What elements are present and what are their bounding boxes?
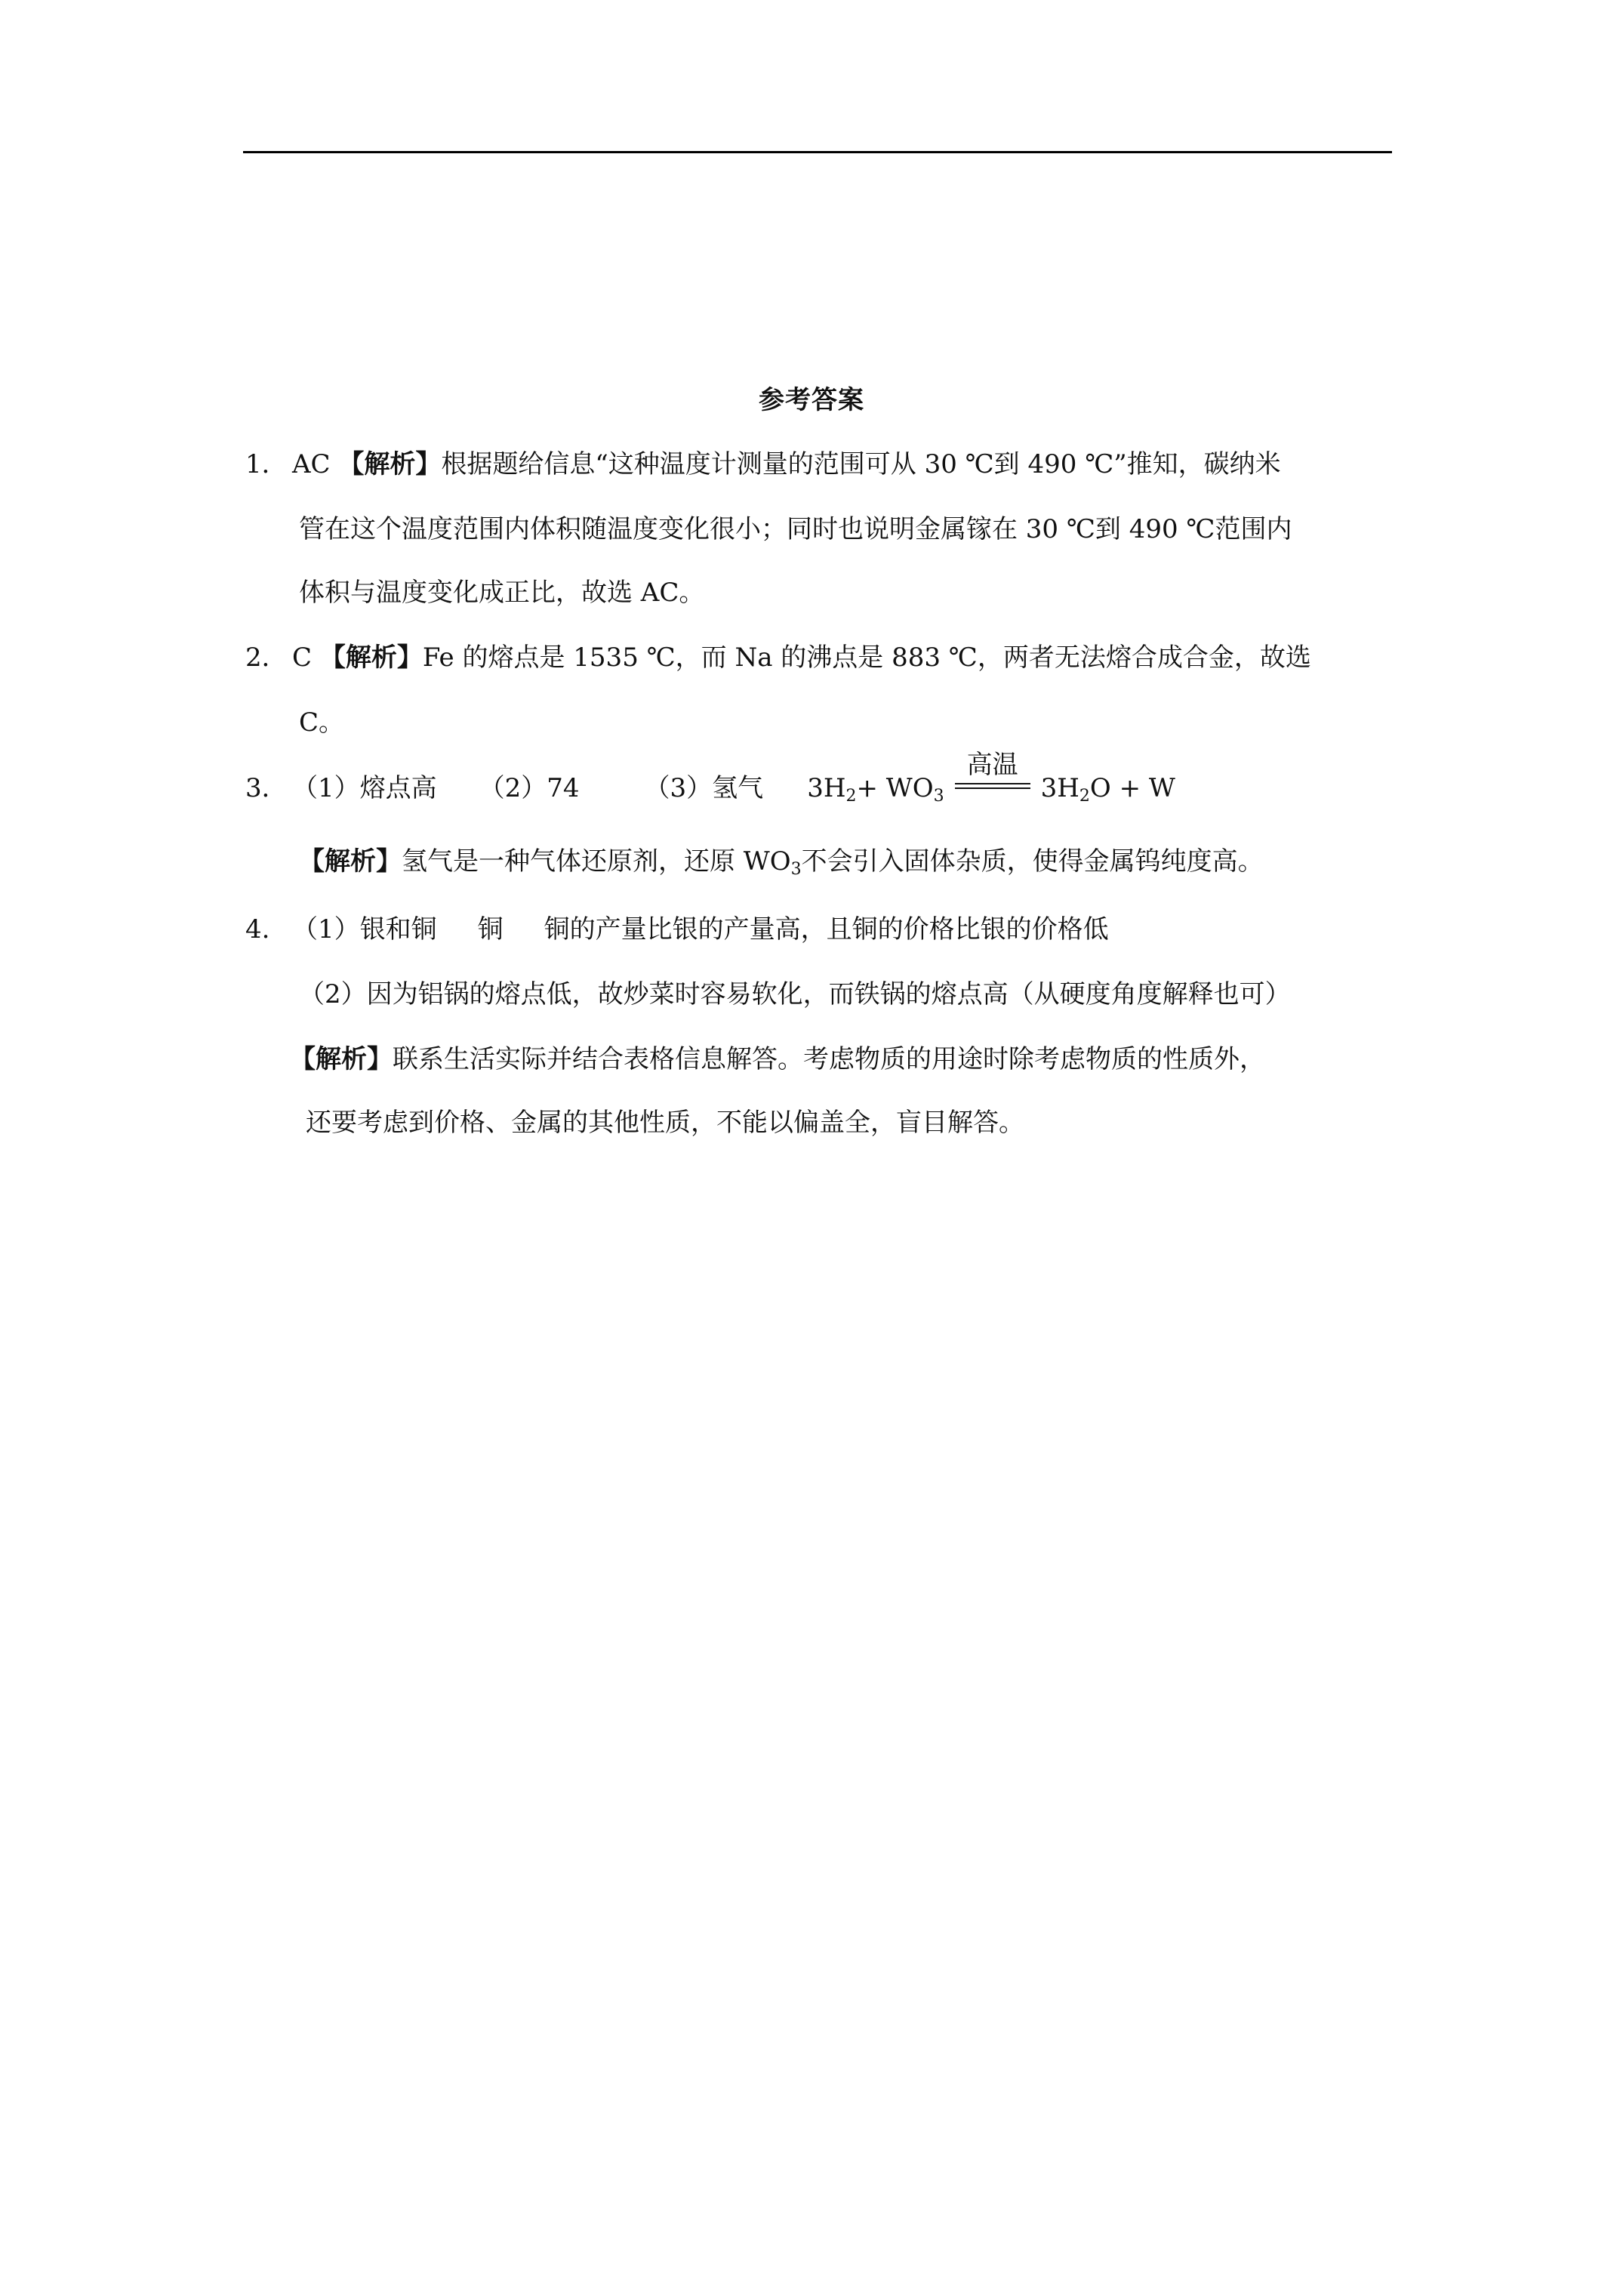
answer-1-line-3: 体积与温度变化成正比，故选 AC。 — [299, 578, 705, 608]
answer-2-text-1: Fe 的熔点是 1535 ℃，而 Na 的沸点是 883 ℃，两者无法熔合成合金，故选 — [422, 643, 1311, 673]
chemical-equation: $3H_2+ WO_3$ 高温 $3H_2O + W$ — [807, 750, 1175, 806]
reaction-condition — [955, 750, 1030, 797]
answer-3-number: 3． — [245, 773, 288, 803]
answer-1-analysis-tag: 【解析】 — [338, 449, 442, 479]
answer-1-line-1 — [245, 449, 1281, 479]
answer-1-number: 1． — [245, 449, 288, 479]
answer-2-number: 2． — [245, 643, 288, 673]
answer-2-analysis-tag: 【解析】 — [319, 643, 423, 673]
header-rule — [243, 151, 1392, 153]
answer-1-line-2: 管在这个温度范围内体积随温度变化很小；同时也说明金属镓在 30 ℃到 490 ℃范围内 — [299, 514, 1292, 544]
answer-3-part-2: （2）74 — [479, 773, 580, 803]
answer-3-part-1: （1）熔点高 — [292, 773, 437, 803]
answer-2-choice: C — [292, 643, 320, 673]
answer-3-explanation-1: 氢气是一种气体还原剂，还原 WO — [402, 846, 791, 877]
answer-4-number: 4. — [245, 914, 270, 945]
answer-3-part-3: （3）氢气 — [644, 773, 764, 803]
answer-4-text-3: 联系生活实际并结合表格信息解答。考虑物质的用途时除考虑物质的性质外， — [393, 1044, 1265, 1074]
answer-1-choice: AC — [292, 449, 339, 479]
answer-4-line-3 — [290, 1044, 1265, 1074]
answer-4-analysis-tag: 【解析】 — [290, 1044, 393, 1074]
answer-3-line-1 — [245, 750, 1175, 806]
answer-3-explanation-subscript: 3 — [790, 860, 802, 879]
equals-sign-icon — [955, 783, 1030, 789]
page-title: 参考答案 — [759, 385, 864, 415]
answer-4-line-4: 还要考虑到价格、金属的其他性质，不能以偏盖全，盲目解答。 — [306, 1108, 1024, 1138]
answer-3-line-2 — [299, 846, 1264, 877]
answer-4-part-3: 铜的产量比银的产量高，且铜的价格比银的价格低 — [544, 914, 1109, 945]
answer-4-line-1 — [245, 914, 1109, 945]
answer-3-analysis-tag: 【解析】 — [299, 846, 402, 877]
answer-3-explanation-2: 不会引入固体杂质，使得金属钨纯度高。 — [801, 846, 1264, 877]
answer-2-line-2: C。 — [299, 707, 345, 738]
answer-4-part-2: 铜 — [477, 914, 504, 945]
answer-2-line-1 — [245, 643, 1311, 673]
answer-4-part-1: （1）银和铜 — [292, 914, 437, 945]
answer-1-text-1: 根据题给信息“这种温度计测量的范围可从 30 ℃到 490 ℃”推知，碳纳米 — [441, 449, 1281, 479]
answer-4-line-2: （2）因为铝锅的熔点低，故炒菜时容易软化，而铁锅的熔点高（从硬度角度解释也可） — [299, 979, 1291, 1009]
reaction-condition-label: 高温 — [966, 750, 1018, 780]
